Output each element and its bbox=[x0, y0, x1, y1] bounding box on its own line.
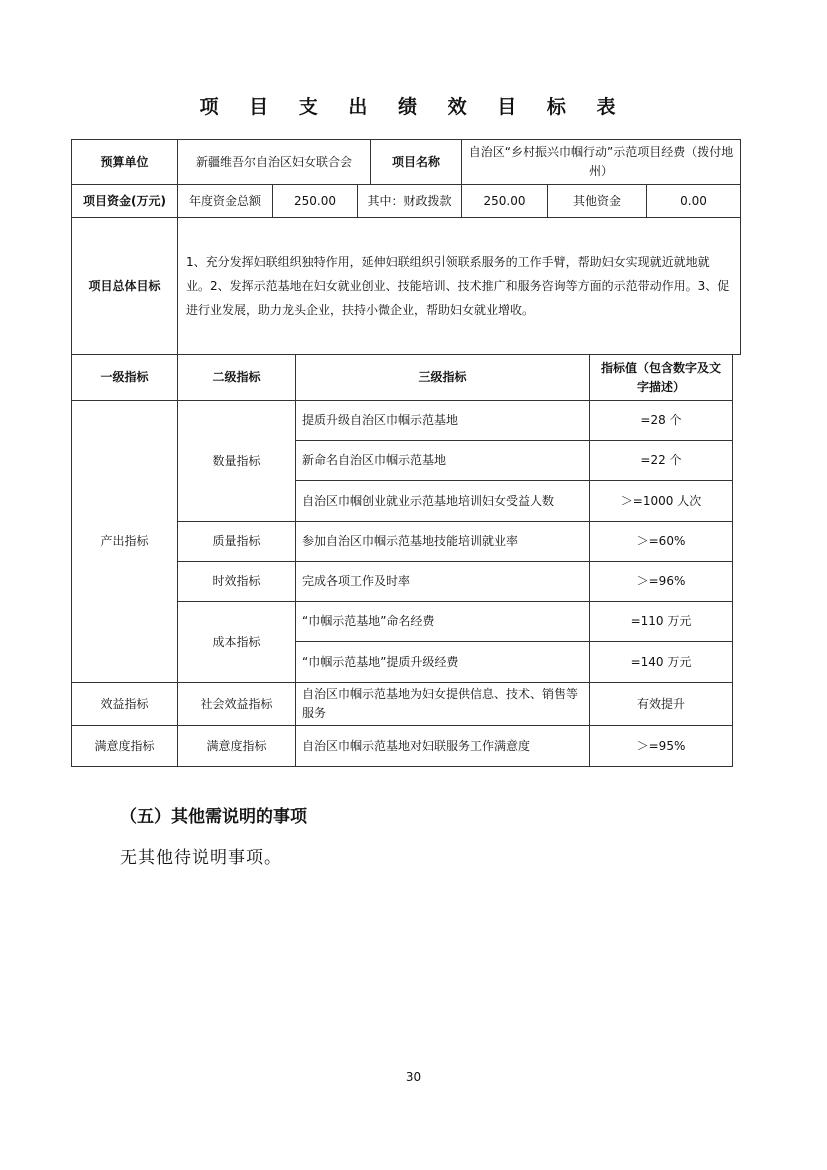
level1-cell: 满意度指标 bbox=[72, 726, 178, 767]
level3-cell: 参加自治区巾帼示范基地技能培训就业率 bbox=[296, 522, 590, 562]
level3-cell: 新命名自治区巾帼示范基地 bbox=[296, 441, 590, 481]
annual-total-label: 年度资金总额 bbox=[178, 185, 273, 218]
level2-cell: 满意度指标 bbox=[178, 726, 296, 767]
fiscal-label: 其中：财政拨款 bbox=[358, 185, 462, 218]
project-info-table bbox=[71, 139, 741, 355]
level3-cell: 提质升级自治区巾帼示范基地 bbox=[296, 401, 590, 441]
level2-cell: 社会效益指标 bbox=[178, 683, 296, 726]
funds-label: 项目资金(万元) bbox=[72, 185, 178, 218]
annual-total-value: 250.00 bbox=[273, 185, 358, 218]
budget-unit-label: 预算单位 bbox=[72, 140, 178, 185]
value-header: 指标值（包含数字及文字描述） bbox=[590, 355, 733, 401]
performance-indicator-table bbox=[71, 354, 733, 767]
level3-header: 三级指标 bbox=[296, 355, 590, 401]
level2-cell: 时效指标 bbox=[178, 562, 296, 602]
budget-unit-value: 新疆维吾尔自治区妇女联合会 bbox=[178, 140, 371, 185]
level2-cell: 成本指标 bbox=[178, 602, 296, 683]
level3-cell: 完成各项工作及时率 bbox=[296, 562, 590, 602]
overall-goal-label: 项目总体目标 bbox=[72, 218, 178, 355]
indicator-header-row bbox=[72, 355, 733, 401]
value-cell: ＞=60% bbox=[590, 522, 733, 562]
level3-cell: “巾帼示范基地”提质升级经费 bbox=[296, 642, 590, 683]
level1-cell: 产出指标 bbox=[72, 401, 178, 683]
level1-header: 一级指标 bbox=[72, 355, 178, 401]
section-heading: （五）其他需说明的事项 bbox=[120, 807, 307, 827]
value-cell: ＞=95% bbox=[590, 726, 733, 767]
value-cell: =110 万元 bbox=[590, 602, 733, 642]
page-title: 项 目 支 出 绩 效 目 标 表 bbox=[199, 96, 628, 118]
fiscal-value: 250.00 bbox=[462, 185, 548, 218]
table-row bbox=[72, 683, 733, 726]
page-number: 30 bbox=[405, 1070, 422, 1084]
value-cell: =140 万元 bbox=[590, 642, 733, 683]
value-cell: 有效提升 bbox=[590, 683, 733, 726]
other-funds-label: 其他资金 bbox=[548, 185, 647, 218]
level2-cell: 质量指标 bbox=[178, 522, 296, 562]
section-body: 无其他待说明事项。 bbox=[120, 848, 282, 868]
value-cell: ＞=96% bbox=[590, 562, 733, 602]
level3-cell: 自治区巾帼创业就业示范基地培训妇女受益人数 bbox=[296, 481, 590, 522]
level1-cell: 效益指标 bbox=[72, 683, 178, 726]
project-name-label: 项目名称 bbox=[371, 140, 462, 185]
level3-cell: “巾帼示范基地”命名经费 bbox=[296, 602, 590, 642]
overall-goal-text: 1、充分发挥妇联组织独特作用，延伸妇联组织引领联系服务的工作手臂，帮助妇女实现就近就地就业。2、发挥示范基地在妇女就业创业、技能培训、技术推广和服务咨询等方面的示范带动作用。3、促进行业发展，助力龙头企业，扶持小微企业，帮助妇女就业增收。 bbox=[178, 218, 741, 355]
value-cell: ＞=1000 人次 bbox=[590, 481, 733, 522]
level3-cell: 自治区巾帼示范基地对妇联服务工作满意度 bbox=[296, 726, 590, 767]
level2-cell: 数量指标 bbox=[178, 401, 296, 522]
table-row bbox=[72, 401, 733, 441]
other-funds-value: 0.00 bbox=[647, 185, 741, 218]
value-cell: =28 个 bbox=[590, 401, 733, 441]
value-cell: =22 个 bbox=[590, 441, 733, 481]
level2-header: 二级指标 bbox=[178, 355, 296, 401]
project-name-value: 自治区“乡村振兴巾帼行动”示范项目经费（拨付地州） bbox=[462, 140, 741, 185]
table-row bbox=[72, 726, 733, 767]
level3-cell: 自治区巾帼示范基地为妇女提供信息、技术、销售等服务 bbox=[296, 683, 590, 726]
